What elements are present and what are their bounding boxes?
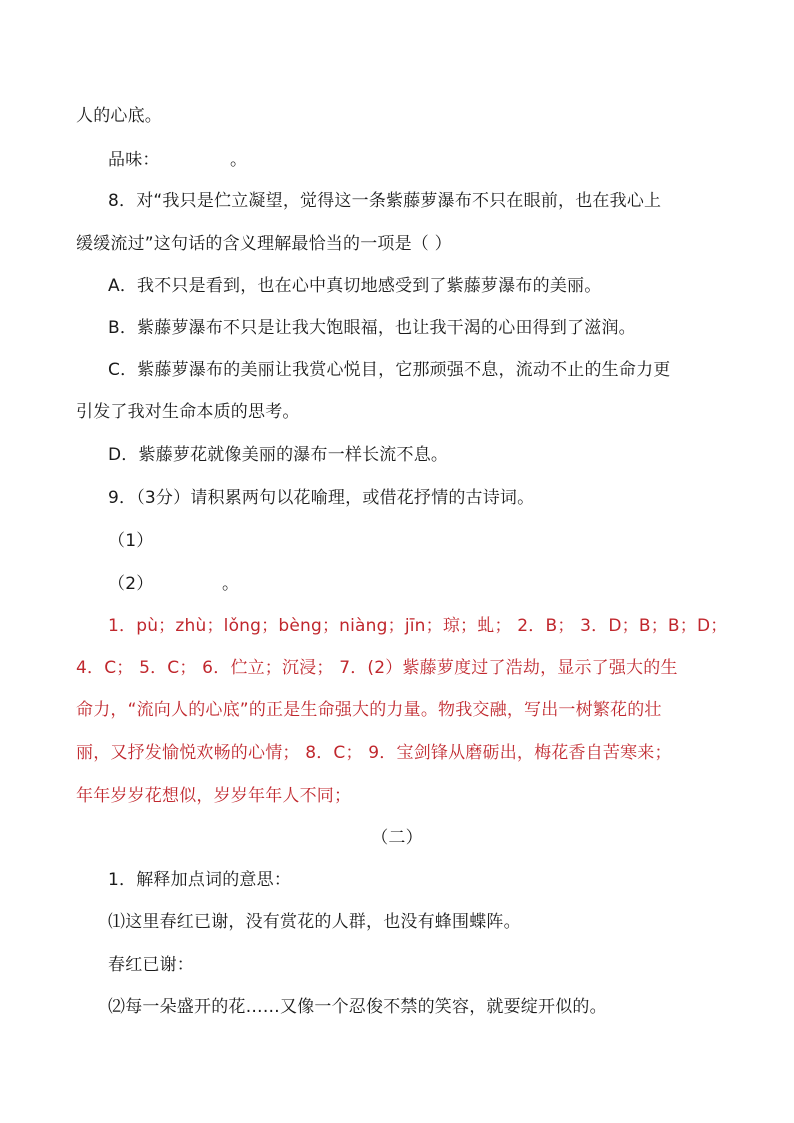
question9-blank1: （1）	[108, 531, 154, 551]
pinwei-end: 。	[230, 150, 248, 170]
answer-key-line2: 4．C； 5．C； 6．伫立；沉浸； 7．(2）紫藤萝度过了浩劫，显示了强大的生	[76, 658, 678, 678]
question8-option-c-line2: 引发了我对生命本质的思考。	[76, 402, 300, 422]
section2-question1-item2: ⑵每一朵盛开的花……又像一个忍俊不禁的笑容，就要绽开似的。	[108, 997, 607, 1017]
question9-blank2: （2）	[108, 574, 154, 594]
answer-key-line3: 命力，“流向人的心底”的正是生命强大的力量。物我交融，写出一树繁花的壮	[76, 700, 662, 720]
question8-option-d: D．紫藤萝花就像美丽的瀑布一样长流不息。	[108, 445, 449, 465]
answer-key-line1: 1．pù；zhù；lǒng；bèng；niàng；jīn；琼；虬； 2．B； 3．D；B；B；D；	[108, 616, 728, 636]
question9-stem: 9．（3分）请积累两句以花喻理，或借花抒情的古诗词。	[108, 488, 535, 508]
answer-key-line5: 年年岁岁花想似，岁岁年年人不同；	[76, 786, 352, 806]
question8-option-b: B．紫藤萝瀑布不只是让我大饱眼福，也让我干渴的心田得到了滋润。	[108, 318, 636, 338]
question8-stem-line1: 8．对“我只是伫立凝望，觉得这一条紫藤萝瀑布不只在眼前，也在我心上	[108, 191, 662, 211]
section2-question1-stem: 1．解释加点词的意思：	[108, 870, 292, 890]
section-heading: （二）	[371, 828, 423, 848]
passage-line: 人的心底。	[76, 106, 162, 126]
pinwei-label: 品味：	[108, 150, 160, 170]
section2-question1-item1: ⑴这里春红已谢，没有赏花的人群，也没有蜂围蝶阵。	[108, 912, 521, 932]
question8-stem-line2: 缓缓流过”这句话的含义理解最恰当的一项是（ ）	[76, 234, 452, 254]
section2-question1-item1-label: 春红已谢：	[108, 955, 194, 975]
question8-option-c-line1: C．紫藤萝瀑布的美丽让我赏心悦目，它那顽强不息，流动不止的生命力更	[108, 360, 671, 380]
question9-blank2-end: 。	[222, 574, 240, 594]
answer-key-line4: 丽，又抒发愉悦欢畅的心情； 8．C； 9．宝剑锋从磨砺出，梅花香自苦寒来；	[76, 743, 672, 763]
question8-option-a: A．我不只是看到，也在心中真切地感受到了紫藤萝瀑布的美丽。	[108, 276, 602, 296]
